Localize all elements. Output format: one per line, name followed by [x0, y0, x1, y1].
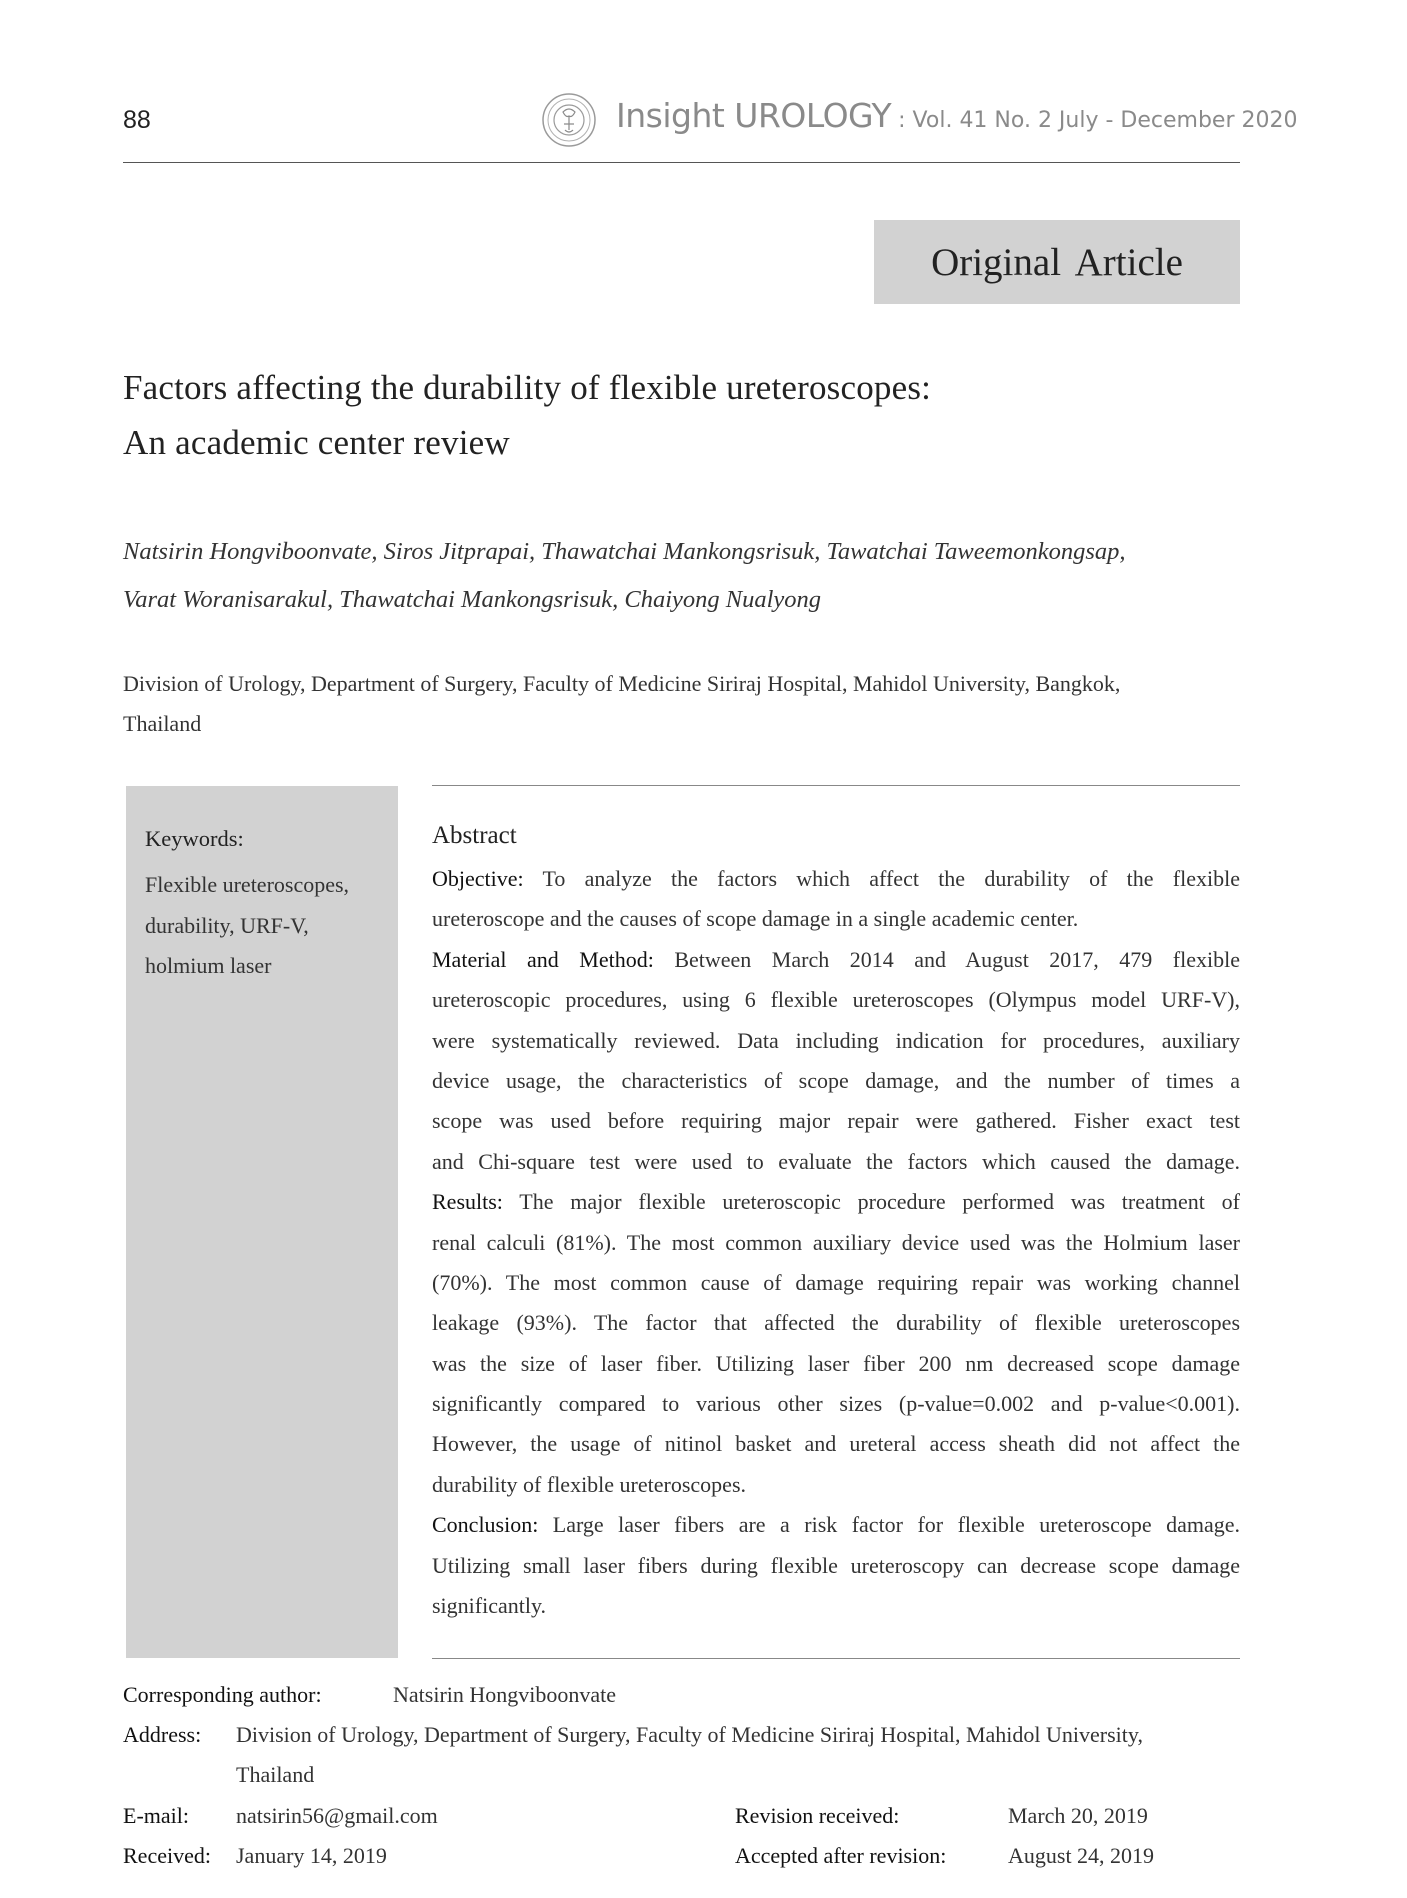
abstract-line: device usage, the characteristics of scope damage, and the number of times a — [432, 1067, 1240, 1093]
results-text: The major flexible ureteroscopic procedure performed was treatment of — [502, 1189, 1240, 1215]
journal-seal-icon — [541, 92, 597, 148]
abstract-line: significantly compared to various other sizes (p-value=0.002 and p-value<0.001). — [432, 1391, 1240, 1417]
abstract-line: was the size of laser fiber. Utilizing laser fiber 200 nm decreased scope damage — [432, 1350, 1240, 1376]
header-divider — [123, 162, 1240, 163]
abstract-line: and Chi-square test were used to evaluate the factors which caused the damage. — [432, 1148, 1240, 1174]
corresponding-author-label: Corresponding author: — [123, 1682, 322, 1707]
journal-header — [616, 96, 1298, 135]
keywords-list — [145, 865, 349, 987]
abstract-line: ureteroscope and the causes of scope damage in a single academic center. — [432, 906, 1079, 932]
abstract-line: durability of flexible ureteroscopes. — [432, 1471, 747, 1497]
conclusion-text: Large laser fibers are a risk factor for flexible ureteroscope damage. — [538, 1512, 1240, 1538]
received-value: January 14, 2019 — [236, 1843, 387, 1868]
abstract-line: Utilizing small laser fibers during flexible ureteroscopy can decrease scope damage — [432, 1552, 1240, 1578]
abstract-body — [432, 859, 1240, 1626]
address-label: Address: — [123, 1722, 202, 1747]
author-list — [123, 528, 1240, 624]
abstract-line — [432, 859, 1240, 899]
keyword-line: durability, URF-V, — [145, 912, 309, 938]
abstract-line: significantly. — [432, 1593, 547, 1619]
received-label: Received: — [123, 1843, 211, 1868]
paper-title — [123, 360, 1240, 470]
email-label: E-mail: — [123, 1803, 189, 1828]
revision-value: March 20, 2019 — [1008, 1803, 1148, 1828]
abstract-line: However, the usage of nitinol basket and ureteral access sheath did not affect the — [432, 1431, 1240, 1457]
abstract-line: leakage (93%). The factor that affected the durability of flexible ureteroscopes — [432, 1310, 1240, 1336]
abstract-heading: Abstract — [432, 822, 517, 849]
journal-issue: : Vol. 41 No. 2 July - December 2020 — [891, 108, 1298, 133]
abstract-line: scope was used before requiring major repair were gathered. Fisher exact test — [432, 1108, 1240, 1134]
abstract-line — [432, 940, 1240, 980]
affiliation-line: Division of Urology, Department of Surgery, Faculty of Medicine Siriraj Hospital, Mahidol University, Bangkok, — [123, 671, 1121, 696]
method-text: Between March 2014 and August 2017, 479 flexible — [653, 946, 1240, 972]
abstract-line: renal calculi (81%). The most common auxiliary device used was the Holmium laser — [432, 1229, 1240, 1255]
corresponding-author-value: Natsirin Hongviboonvate — [393, 1682, 617, 1707]
article-type-badge: Original Article — [874, 220, 1240, 304]
accepted-label: Accepted after revision: — [735, 1843, 947, 1868]
abstract-line — [432, 1505, 1240, 1545]
abstract-bottom-divider — [432, 1658, 1240, 1659]
keywords-heading: Keywords: — [145, 826, 244, 851]
author-line: Varat Woranisarakul, Thawatchai Mankongsrisuk, Chaiyong Nualyong — [123, 586, 822, 613]
objective-label: Objective: — [432, 866, 524, 891]
abstract-top-divider — [432, 785, 1240, 786]
journal-name: Insight UROLOGY — [616, 96, 892, 135]
affiliation-line: Thailand — [123, 711, 202, 736]
abstract-line: (70%). The most common cause of damage requiring repair was working channel — [432, 1269, 1240, 1295]
objective-text: To analyze the factors which affect the durability of the flexible — [523, 866, 1240, 891]
title-line: Factors affecting the durability of flexible ureteroscopes: — [123, 368, 932, 407]
email-value[interactable]: natsirin56@gmail.com — [236, 1803, 438, 1828]
affiliation — [123, 664, 1240, 744]
conclusion-label: Conclusion: — [432, 1512, 539, 1538]
accepted-value: August 24, 2019 — [1008, 1843, 1155, 1868]
page-number: 88 — [123, 106, 151, 134]
keyword-line: holmium laser — [145, 953, 272, 978]
revision-label: Revision received: — [735, 1803, 900, 1828]
abstract-line: ureteroscopic procedures, using 6 flexible ureteroscopes (Olympus model URF-V), — [432, 987, 1240, 1013]
author-line: Natsirin Hongviboonvate, Siros Jitprapai, Thawatchai Mankongsrisuk, Tawatchai Taweemonkongsap, — [123, 538, 1126, 565]
results-label: Results: — [432, 1189, 503, 1215]
abstract-line: were systematically reviewed. Data including indication for procedures, auxiliary — [432, 1027, 1240, 1053]
keyword-line: Flexible ureteroscopes, — [145, 872, 350, 897]
address-line: Thailand — [236, 1762, 315, 1787]
title-line: An academic center review — [123, 423, 510, 462]
abstract-line — [432, 1182, 1240, 1222]
address-line: Division of Urology, Department of Surgery, Faculty of Medicine Siriraj Hospital, Mahidol University, — [236, 1722, 1143, 1747]
method-label: Material and Method: — [432, 946, 654, 972]
